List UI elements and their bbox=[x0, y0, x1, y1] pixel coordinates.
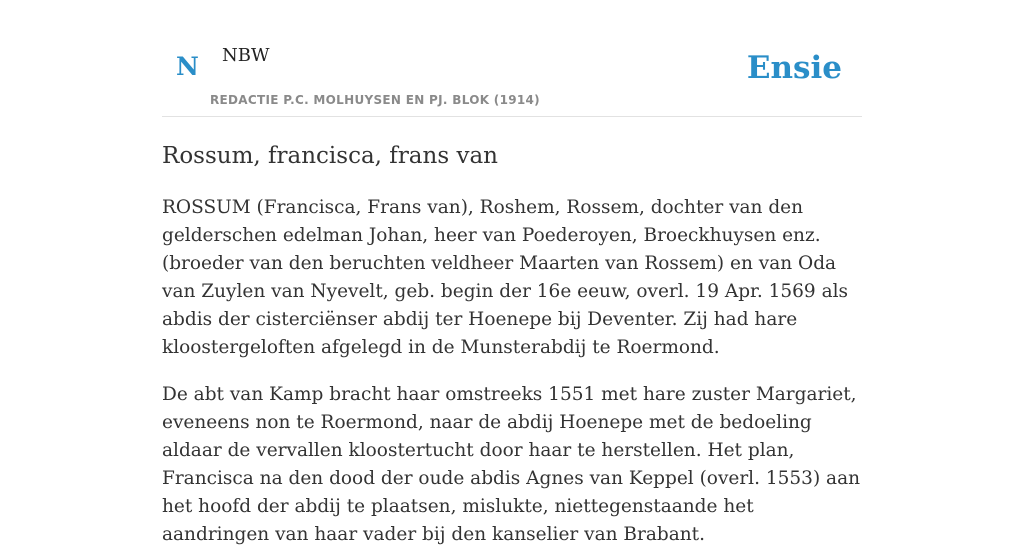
entry-paragraph: ROSSUM (Francisca, Frans van), Roshem, Rossem, dochter van den gelderschen edelman Johan, heer van Poederoyen, Broeckhuysen enz. (broeder van den beruchten veldheer Maarten van Rossem) en van Oda van Zuylen van Nyevelt, geb. begin der 16e eeuw, overl. 19 Apr. 1569 als abdis der cisterciënser abdij ter Hoenepe bij Deventer. Zij had hare kloostergeloften afgelegd in de Munsterabdij te Roermond. bbox=[162, 197, 849, 358]
entry-body bbox=[162, 194, 862, 549]
source-title[interactable]: NBW bbox=[222, 45, 270, 66]
source-logo[interactable]: N bbox=[176, 52, 199, 81]
page bbox=[162, 0, 862, 549]
source-editors: REDACTIE P.C. MOLHUYSEN EN PJ. BLOK (1914) bbox=[210, 93, 540, 107]
header bbox=[162, 0, 862, 117]
entry-paragraph: De abt van Kamp bracht haar omstreeks 1551 met hare zuster Margariet, eveneens non te Roermond, naar de abdij Hoenepe met de bedoeling aldaar de vervallen kloostertucht door haar te herstellen. Het plan, Francisca na den dood der oude abdis Agnes van Keppel (overl. 1553) aan het hoofd der abdij te plaatsen, mislukte, niettegenstaande het aandringen van haar vader bij den kanselier van Brabant. bbox=[162, 384, 861, 545]
entry-title: Rossum, francisca, frans van bbox=[162, 143, 498, 169]
brand-logo[interactable]: Ensie bbox=[746, 50, 842, 86]
